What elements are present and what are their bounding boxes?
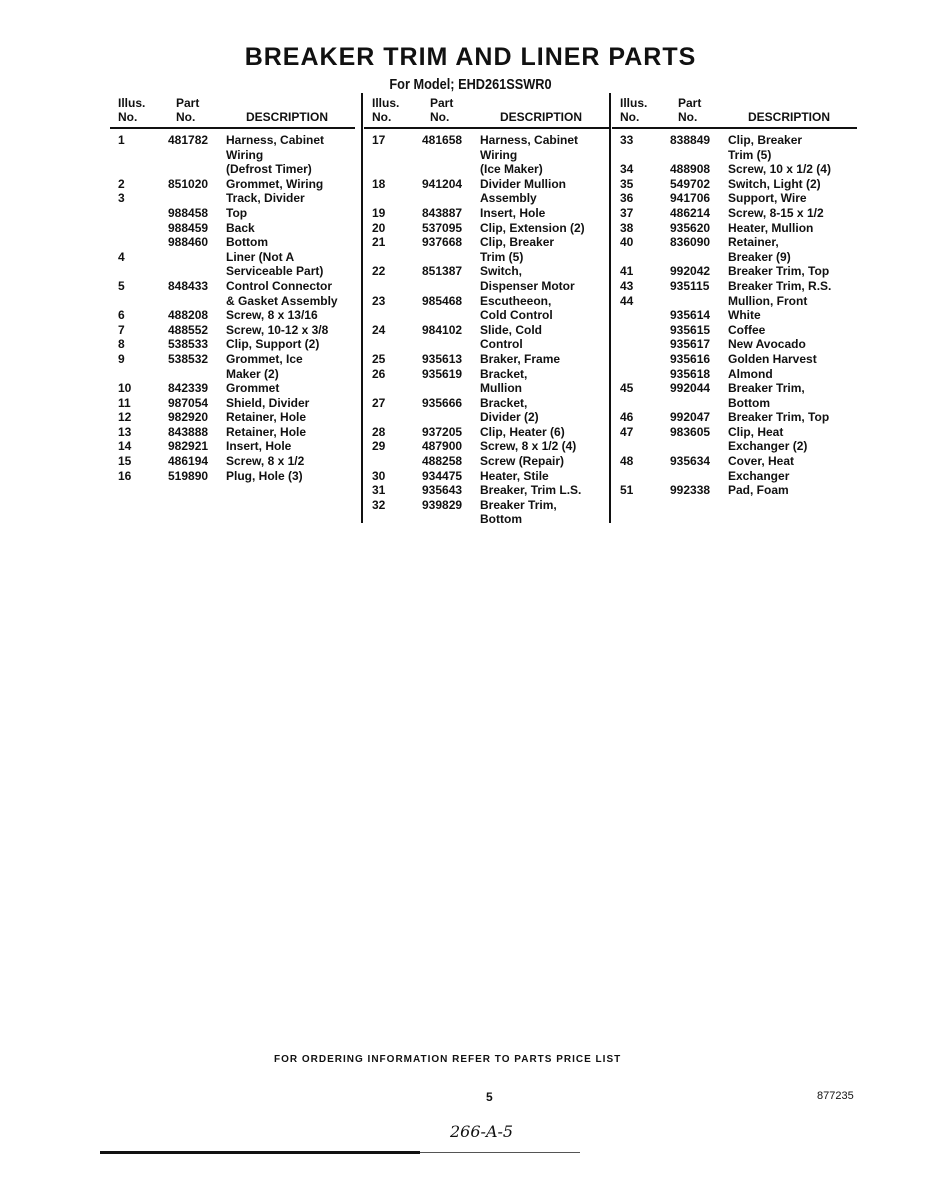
table-row	[110, 381, 355, 396]
illus-number: 10	[118, 381, 132, 396]
illus-number: 45	[620, 381, 634, 396]
table-row	[364, 439, 609, 454]
table-row-continuation	[110, 264, 355, 279]
table-row	[364, 498, 609, 513]
part-description: Track, Divider	[226, 191, 305, 206]
table-row-continuation	[364, 308, 609, 323]
part-description: Maker (2)	[226, 366, 279, 381]
illus-number: 22	[372, 264, 386, 279]
illus-number: 29	[372, 439, 386, 454]
part-description: Switch,	[480, 264, 523, 279]
table-row-continuation	[612, 439, 857, 454]
part-number: 481658	[422, 133, 463, 147]
part-number: 992042	[670, 264, 711, 279]
table-row	[612, 425, 857, 440]
table-row	[110, 323, 355, 338]
part-description: Breaker (9)	[728, 249, 791, 264]
bottom-rule	[100, 1151, 420, 1154]
part-description: Exchanger (2)	[728, 439, 808, 454]
model-subtitle: For Model; EHD261SSWR0	[389, 76, 552, 93]
part-description: Breaker Trim,	[480, 497, 557, 512]
part-number: 935115	[670, 278, 710, 293]
table-row-continuation	[110, 294, 355, 309]
part-number: 985468	[422, 293, 463, 308]
illus-number: 21	[372, 235, 386, 250]
table-row	[110, 206, 355, 221]
part-number: 935614	[670, 308, 711, 323]
illus-number: 33	[620, 133, 634, 147]
part-description: Trim (5)	[728, 147, 772, 162]
column-divider	[361, 93, 363, 523]
part-number: 486214	[670, 205, 711, 220]
part-description: Cold Control	[480, 308, 553, 323]
header-illus: Illus.	[620, 96, 648, 110]
header-part-no: No.	[678, 110, 698, 124]
part-description: Wiring	[480, 147, 518, 162]
part-number: 988460	[168, 235, 209, 250]
table-row-continuation	[364, 512, 609, 527]
table-row	[612, 294, 857, 309]
table-row	[110, 221, 355, 236]
part-description: Plug, Hole (3)	[226, 468, 303, 483]
part-description: Screw, 10-12 x 3/8	[226, 322, 329, 337]
part-description: Assembly	[480, 191, 537, 206]
part-number: 538532	[168, 351, 209, 366]
part-number: 488908	[670, 162, 711, 177]
part-description: Breaker Trim, Top	[728, 410, 830, 425]
part-description: Clip, Heater (6)	[480, 424, 565, 439]
table-row-continuation	[612, 250, 857, 265]
parts-column-2	[364, 94, 609, 527]
illus-number: 17	[372, 133, 386, 147]
part-number: 983605	[670, 424, 711, 439]
part-description: Clip, Heat	[728, 424, 784, 439]
table-row	[612, 191, 857, 206]
table-rows	[612, 129, 857, 498]
part-description: Exchanger	[728, 468, 790, 483]
illus-number: 37	[620, 205, 634, 220]
table-row-continuation	[612, 148, 857, 163]
part-description: Screw, 8 x 13/16	[226, 308, 318, 323]
table-row-continuation	[364, 337, 609, 352]
header-description: DESCRIPTION	[246, 110, 329, 124]
part-description: Bottom	[226, 235, 268, 250]
part-number: 935617	[670, 337, 711, 352]
part-description: Liner (Not A	[226, 249, 295, 264]
table-row	[364, 294, 609, 309]
table-row	[612, 162, 857, 177]
part-number: 935616	[670, 351, 711, 366]
illus-number: 48	[620, 454, 634, 469]
illus-number: 26	[372, 366, 386, 381]
part-number: 838849	[670, 133, 711, 147]
part-number: 982921	[168, 439, 209, 454]
part-description: Breaker Trim, R.S.	[728, 278, 832, 293]
table-row	[612, 235, 857, 250]
part-number: 487900	[422, 439, 463, 454]
part-number: 935666	[422, 395, 463, 410]
table-row-continuation	[364, 381, 609, 396]
table-row	[110, 425, 355, 440]
part-number: 935613	[422, 351, 463, 366]
header-illus: Illus.	[118, 96, 146, 110]
table-row	[110, 410, 355, 425]
part-description: Harness, Cabinet	[480, 133, 579, 147]
header-description: DESCRIPTION	[500, 110, 583, 124]
part-description: Clip, Support (2)	[226, 337, 320, 352]
illus-number: 19	[372, 205, 386, 220]
part-description: Grommet, Ice	[226, 351, 303, 366]
part-number: 488258	[422, 454, 463, 469]
part-description: New Avocado	[728, 337, 806, 352]
part-description: Clip, Breaker	[480, 235, 555, 250]
illus-number: 51	[620, 483, 634, 498]
illus-number: 1	[118, 133, 125, 147]
illus-number: 8	[118, 337, 125, 352]
table-row	[110, 308, 355, 323]
part-number: 987054	[168, 395, 209, 410]
table-row	[612, 308, 857, 323]
part-description: Braker, Frame	[480, 351, 561, 366]
table-row-continuation	[110, 367, 355, 382]
illus-number: 18	[372, 176, 386, 191]
part-description: Harness, Cabinet	[226, 133, 325, 147]
part-description: Bottom	[728, 395, 770, 410]
illus-number: 7	[118, 322, 125, 337]
part-description: (Defrost Timer)	[226, 162, 312, 177]
part-description: Heater, Mullion	[728, 220, 814, 235]
illus-number: 3	[118, 191, 125, 206]
illus-number: 40	[620, 235, 634, 250]
illus-number: 13	[118, 424, 132, 439]
illus-number: 34	[620, 162, 634, 177]
table-row	[612, 367, 857, 382]
part-description: Screw, 10 x 1/2 (4)	[728, 162, 831, 177]
illus-number: 43	[620, 278, 634, 293]
header-illus-no: No.	[118, 110, 138, 124]
part-description: Slide, Cold	[480, 322, 543, 337]
part-description: Trim (5)	[480, 249, 524, 264]
table-row-continuation	[110, 162, 355, 177]
part-description: Divider Mullion	[480, 176, 567, 191]
part-description: Grommet	[226, 381, 280, 396]
part-number: 537095	[422, 220, 463, 235]
table-row	[612, 454, 857, 469]
part-description: Switch, Light (2)	[728, 176, 821, 191]
header-illus-no: No.	[372, 110, 392, 124]
part-description: Almond	[728, 366, 773, 381]
part-number: 481782	[168, 133, 209, 147]
part-number: 935618	[670, 366, 711, 381]
part-number: 992047	[670, 410, 711, 425]
illus-number: 30	[372, 468, 386, 483]
ordering-info-footer: FOR ORDERING INFORMATION REFER TO PARTS PRICE LIST	[274, 1054, 622, 1065]
table-row	[110, 352, 355, 367]
part-number: 935615	[670, 322, 711, 337]
table-row	[110, 469, 355, 484]
part-description: Screw, 8-15 x 1/2	[728, 205, 824, 220]
illus-number: 20	[372, 220, 386, 235]
table-row	[612, 133, 857, 148]
table-row	[612, 177, 857, 192]
header-description: DESCRIPTION	[748, 110, 831, 124]
part-description: Cover, Heat	[728, 454, 795, 469]
table-row-continuation	[364, 191, 609, 206]
part-number: 935634	[670, 454, 711, 469]
table-row	[612, 352, 857, 367]
table-row	[364, 221, 609, 236]
table-row-continuation	[364, 250, 609, 265]
part-number: 519890	[168, 468, 209, 483]
table-row	[364, 352, 609, 367]
part-description: Retainer, Hole	[226, 424, 307, 439]
table-header	[364, 94, 609, 129]
table-header	[110, 94, 355, 129]
illus-number: 14	[118, 439, 132, 454]
illus-number: 38	[620, 220, 634, 235]
illus-number: 4	[118, 249, 125, 264]
table-row	[612, 206, 857, 221]
part-number: 851020	[168, 176, 209, 191]
table-row-continuation	[612, 396, 857, 411]
part-number: 992044	[670, 381, 711, 396]
table-row	[364, 206, 609, 221]
table-row	[364, 469, 609, 484]
bottom-rule	[420, 1152, 580, 1153]
table-row-continuation	[364, 279, 609, 294]
part-number: 935619	[422, 366, 463, 381]
illus-number: 2	[118, 176, 125, 191]
illus-number: 31	[372, 483, 386, 498]
table-rows	[364, 129, 609, 527]
part-number: 934475	[422, 468, 463, 483]
table-row	[110, 439, 355, 454]
table-row	[110, 396, 355, 411]
document-number: 877235	[817, 1090, 854, 1102]
table-row	[110, 191, 355, 206]
part-description: Clip, Extension (2)	[480, 220, 585, 235]
header-part: Part	[430, 96, 454, 110]
part-number: 842339	[168, 381, 209, 396]
part-number: 982920	[168, 410, 209, 425]
illus-number: 41	[620, 264, 634, 279]
parts-column-3	[612, 94, 857, 498]
part-number: 937668	[422, 235, 463, 250]
table-row	[364, 483, 609, 498]
page-number: 5	[486, 1090, 493, 1104]
table-row	[364, 264, 609, 279]
illus-number: 12	[118, 410, 132, 425]
table-row	[612, 381, 857, 396]
part-description: Serviceable Part)	[226, 264, 324, 279]
header-part-no: No.	[430, 110, 450, 124]
table-row-continuation	[110, 148, 355, 163]
page-title: BREAKER TRIM AND LINER PARTS	[244, 43, 697, 71]
part-number: 992338	[670, 483, 711, 498]
table-row-continuation	[364, 162, 609, 177]
table-row	[364, 396, 609, 411]
part-description: Top	[226, 205, 248, 220]
illus-number: 9	[118, 351, 125, 366]
part-number: 836090	[670, 235, 711, 250]
part-description: Bracket,	[480, 366, 528, 381]
table-row	[612, 483, 857, 498]
table-row	[110, 235, 355, 250]
header-part: Part	[176, 96, 200, 110]
part-description: Mullion	[480, 381, 522, 396]
part-number: 486194	[168, 454, 209, 469]
part-description: Grommet, Wiring	[226, 176, 324, 191]
part-description: Back	[226, 220, 255, 235]
table-row-continuation	[364, 148, 609, 163]
parts-column-1	[110, 94, 355, 483]
part-description: Support, Wire	[728, 191, 807, 206]
illus-number: 6	[118, 308, 125, 323]
part-description: Divider (2)	[480, 410, 539, 425]
part-number: 848433	[168, 278, 209, 293]
table-row	[110, 454, 355, 469]
part-description: Dispenser Motor	[480, 278, 575, 293]
table-row	[110, 177, 355, 192]
part-number: 935620	[670, 220, 711, 235]
table-header	[612, 94, 857, 129]
table-row	[364, 454, 609, 469]
part-description: Screw, 8 x 1/2	[226, 454, 305, 469]
part-number: 843887	[422, 205, 463, 220]
header-illus: Illus.	[372, 96, 400, 110]
part-number: 843888	[168, 424, 209, 439]
part-number: 488552	[168, 322, 209, 337]
header-illus-no: No.	[620, 110, 640, 124]
table-row	[612, 323, 857, 338]
illus-number: 16	[118, 468, 132, 483]
part-number: 488208	[168, 308, 209, 323]
part-description: Breaker Trim, Top	[728, 264, 830, 279]
table-row	[110, 279, 355, 294]
illus-number: 23	[372, 293, 386, 308]
part-number: 984102	[422, 322, 463, 337]
part-description: Golden Harvest	[728, 351, 817, 366]
table-row	[612, 337, 857, 352]
part-number: 941204	[422, 176, 463, 191]
illus-number: 15	[118, 454, 132, 469]
illus-number: 32	[372, 497, 386, 512]
part-description: & Gasket Assembly	[226, 293, 338, 308]
illus-number: 27	[372, 395, 386, 410]
illus-number: 25	[372, 351, 386, 366]
table-row	[364, 425, 609, 440]
part-description: Pad, Foam	[728, 483, 789, 498]
part-description: Breaker, Trim L.S.	[480, 483, 582, 498]
header-part: Part	[678, 96, 702, 110]
part-description: Screw (Repair)	[480, 454, 565, 469]
illus-number: 24	[372, 322, 386, 337]
part-description: (Ice Maker)	[480, 162, 543, 177]
part-description: Wiring	[226, 147, 264, 162]
part-number: 538533	[168, 337, 209, 352]
illus-number: 46	[620, 410, 634, 425]
illus-number: 35	[620, 176, 634, 191]
part-description: Clip, Breaker	[728, 133, 803, 147]
part-description: Insert, Hole	[226, 439, 292, 454]
part-description: Control	[480, 337, 523, 352]
part-number: 549702	[670, 176, 711, 191]
part-description: Retainer,	[728, 235, 779, 250]
table-row	[110, 337, 355, 352]
table-row	[364, 367, 609, 382]
part-description: Breaker Trim,	[728, 381, 805, 396]
handwritten-note: 266-A-5	[450, 1122, 514, 1141]
part-description: Bottom	[480, 512, 522, 527]
table-row	[364, 235, 609, 250]
illus-number: 11	[118, 395, 131, 410]
part-description: Shield, Divider	[226, 395, 310, 410]
part-number: 937205	[422, 424, 463, 439]
part-number: 988458	[168, 205, 209, 220]
part-number: 851387	[422, 264, 463, 279]
table-row	[612, 279, 857, 294]
illus-number: 44	[620, 293, 634, 308]
part-description: Coffee	[728, 322, 766, 337]
illus-number: 28	[372, 424, 386, 439]
part-description: Mullion, Front	[728, 293, 808, 308]
table-row	[364, 177, 609, 192]
illus-number: 5	[118, 278, 125, 293]
illus-number: 47	[620, 424, 634, 439]
table-row	[612, 221, 857, 236]
part-description: Screw, 8 x 1/2 (4)	[480, 439, 577, 454]
part-description: White	[728, 308, 761, 323]
part-description: Bracket,	[480, 395, 528, 410]
table-row-continuation	[612, 469, 857, 484]
part-description: Insert, Hole	[480, 205, 546, 220]
table-rows	[110, 129, 355, 483]
part-description: Heater, Stile	[480, 468, 549, 483]
header-part-no: No.	[176, 110, 196, 124]
table-row	[110, 250, 355, 265]
table-row	[612, 410, 857, 425]
table-row	[612, 264, 857, 279]
table-row	[364, 133, 609, 148]
table-row	[364, 323, 609, 338]
column-divider	[609, 93, 611, 523]
part-description: Retainer, Hole	[226, 410, 307, 425]
table-row	[110, 133, 355, 148]
part-number: 935643	[422, 483, 463, 498]
part-number: 988459	[168, 220, 209, 235]
illus-number: 36	[620, 191, 634, 206]
part-number: 941706	[670, 191, 711, 206]
part-number: 939829	[422, 497, 463, 512]
part-description: Control Connector	[226, 278, 332, 293]
table-row-continuation	[364, 410, 609, 425]
part-description: Escutheeon,	[480, 293, 552, 308]
